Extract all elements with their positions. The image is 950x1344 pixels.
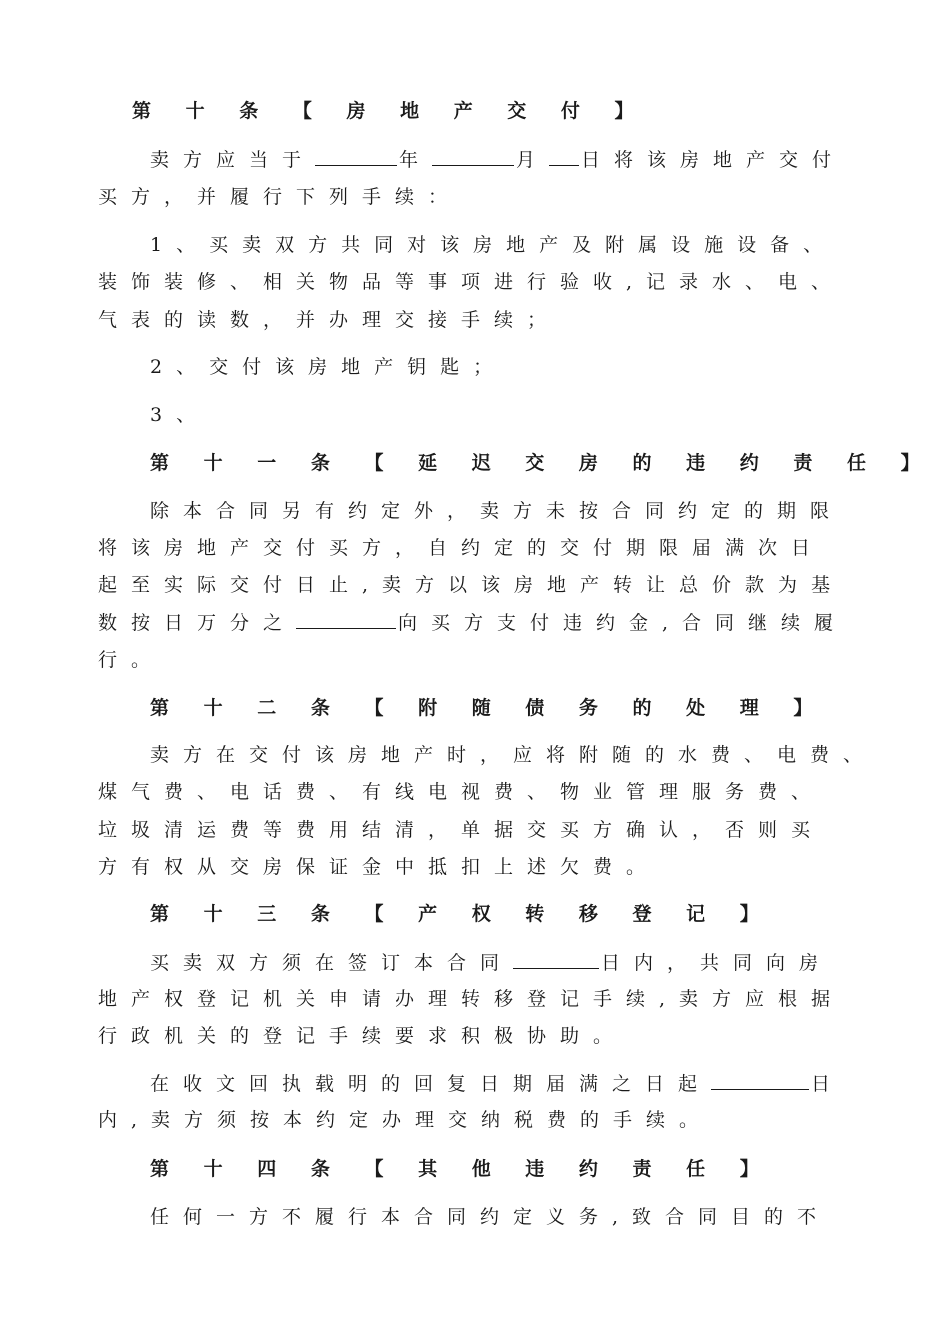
article-13-line-3: 行政机关的登记手续要求积极协助。 [98,1025,627,1047]
article-12-line-4: 方有权从交房保证金中抵扣上述欠费。 [98,856,660,878]
article-12-heading: 第 十 二 条 【 附 随 债 务 的 处 理 】 [150,697,827,719]
article-12-line-1: 卖方在交付该房地产时，应将附随的水费、电费、 [150,744,877,766]
text: 买卖双方须在签订本合同 [150,952,514,974]
text: 日将该房地产交付 [581,149,846,171]
article-10-line-2: 买方，并履行下列手续： [98,186,462,208]
day-blank[interactable] [549,147,579,166]
text: 日 [811,1073,845,1095]
article-13-line-2: 地产权登记机关申请办理转移登记手续,卖方应根据 [98,988,845,1010]
article-14-line-1: 任何一方不履行本合同约定义务,致合同目的不 [150,1206,831,1228]
text: 日内，共同向房 [601,952,833,974]
text: 卖方应当于 [150,149,316,171]
article-13-heading: 第 十 三 条 【 产 权 转 移 登 记 】 [150,903,773,925]
article-10-item-1-line-1: 1、买卖双方共同对该房地产及附属设施设备、 [150,234,837,256]
article-10-item-1-line-2: 装饰装修、相关物品等事项进行验收,记录水、电、 [98,271,845,293]
article-11-line-5: 行。 [98,649,165,671]
article-13-para-2-line-2: 内,卖方须按本约定办理交纳税费的手续。 [98,1109,713,1131]
month-blank[interactable] [432,147,514,166]
text: 向买方支付违约金,合同继续履 [398,612,848,634]
article-10-line-1 [150,147,845,172]
article-13-line-1 [150,950,832,975]
text: 年 [399,149,433,171]
text: 在收文回执载明的回复日期届满之日起 [150,1073,712,1095]
article-11-line-4 [98,610,847,635]
article-14-heading: 第 十 四 条 【 其 他 违 约 责 任 】 [150,1158,773,1180]
article-11-line-3: 起至实际交付日止,卖方以该房地产转让总价款为基 [98,574,845,596]
rate-blank[interactable] [296,610,396,629]
tax-days-blank[interactable] [711,1071,809,1090]
article-11-line-1: 除本合同另有约定外，卖方未按合同约定的期限 [150,500,844,522]
year-blank[interactable] [315,147,397,166]
text: 数按日万分之 [98,612,297,634]
article-12-line-3: 垃圾清运费等费用结清，单据交买方确认，否则买 [98,819,825,841]
article-10-item-3: 3、 [150,404,210,426]
article-11-line-2: 将该房地产交付买方，自约定的交付期限届满次日 [98,537,825,559]
article-13-para-2-line-1 [150,1071,844,1096]
article-10-heading: 第 十 条 【 房 地 产 交 付 】 [132,100,648,122]
article-11-heading: 第 十 一 条 【 延 迟 交 房 的 违 约 责 任 】 [150,452,934,474]
text: 月 [516,149,550,171]
article-10-item-2: 2、交付该房地产钥匙； [150,356,507,378]
days-blank[interactable] [513,950,599,969]
article-12-line-2: 煤气费、电话费、有线电视费、物业管理服务费、 [98,781,825,803]
article-10-item-1-line-3: 气表的读数，并办理交接手续； [98,309,561,331]
